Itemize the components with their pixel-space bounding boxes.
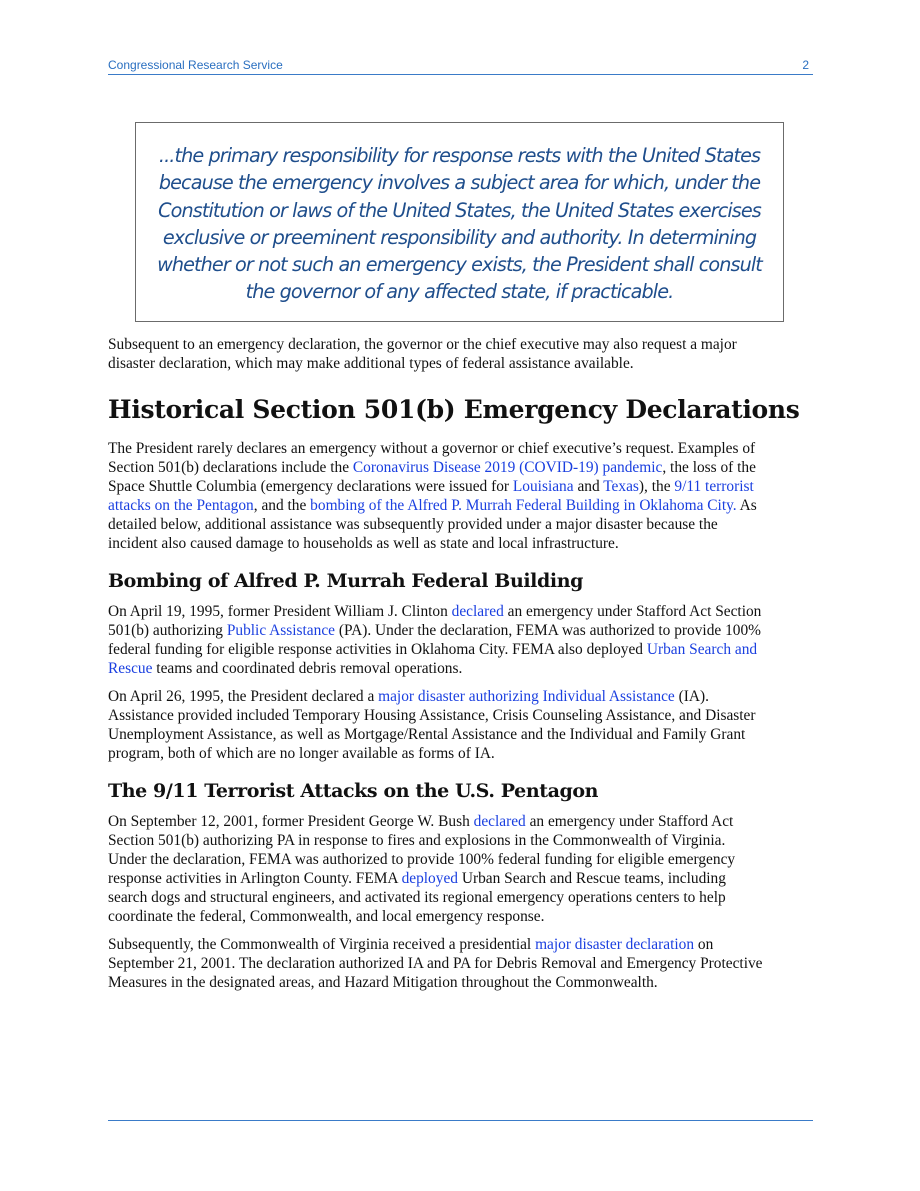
text-run: On April 19, 1995, former President William J. Clinton xyxy=(108,603,452,620)
section-heading-bombing: Bombing of Alfred P. Murrah Federal Building xyxy=(108,570,583,592)
text-line xyxy=(108,687,814,706)
header-title: Congressional Research Service xyxy=(108,58,283,72)
text-run: On April 26, 1995, the President declared a xyxy=(108,688,379,705)
text-run: federal funding for eligible response activities in Oklahoma City. FEMA also deployed xyxy=(108,641,647,658)
text-run: response activities in Arlington County. FEMA xyxy=(108,870,402,887)
bombing-paragraph-2 xyxy=(108,687,814,763)
link-major-disaster-declaration[interactable]: major disaster declaration xyxy=(535,936,695,953)
quote-line: whether or not such an emergency exists, the President shall consult xyxy=(157,253,762,277)
quote-text xyxy=(136,142,783,306)
text-run: and xyxy=(573,478,604,495)
text-line: The President rarely declares an emergency without a governor or chief executive’s request. Examples of xyxy=(108,440,756,457)
link-deployed[interactable]: deployed xyxy=(401,870,458,887)
text-line xyxy=(108,659,814,678)
page-header xyxy=(108,58,813,75)
text-line: Measures in the designated areas, and Hazard Mitigation throughout the Commonwealth. xyxy=(108,974,658,991)
text-run: an emergency under Stafford Act xyxy=(525,813,734,830)
link-911-attacks-cont[interactable]: attacks on the Pentagon xyxy=(108,497,254,514)
text-line: coordinate the federal, Commonwealth, and local emergency response. xyxy=(108,908,545,925)
link-declared-2001[interactable]: declared xyxy=(473,813,526,830)
link-urban-search-rescue-cont[interactable]: Rescue xyxy=(108,660,153,677)
quote-line: Constitution or laws of the United States, the United States exercises xyxy=(158,198,761,222)
text-line: disaster declaration, which may make additional types of federal assistance available. xyxy=(108,355,634,372)
quote-line: because the emergency involves a subject area for which, under the xyxy=(158,171,761,195)
text-line xyxy=(108,935,814,954)
text-line xyxy=(108,621,814,640)
footer-rule xyxy=(108,1120,813,1121)
text-line: Section 501(b) authorizing PA in response to fires and explosions in the Commonwealth of Virginia. xyxy=(108,832,726,849)
text-run: On September 12, 2001, former President George W. Bush xyxy=(108,813,474,830)
text-line: Under the declaration, FEMA was authorized to provide 100% federal funding for eligible emergency xyxy=(108,851,736,868)
link-911-attacks[interactable]: 9/11 terrorist xyxy=(674,478,754,495)
text-line xyxy=(108,602,814,621)
text-run: (IA). xyxy=(674,688,709,705)
text-line: search dogs and structural engineers, and activated its regional emergency operations centers to help xyxy=(108,889,726,906)
quote-line: the governor of any affected state, if practicable. xyxy=(245,280,674,304)
text-run: Space Shuttle Columbia (emergency declarations were issued for xyxy=(108,478,513,495)
text-run: an emergency under Stafford Act Section xyxy=(503,603,762,620)
text-line: September 21, 2001. The declaration authorized IA and PA for Debris Removal and Emergency Protective xyxy=(108,955,763,972)
text-line: incident also caused damage to households as well as state and local infrastructure. xyxy=(108,535,619,552)
text-run: Section 501(b) declarations include the xyxy=(108,459,353,476)
text-run: teams and coordinated debris removal operations. xyxy=(152,660,463,677)
text-line: program, both of which are no longer available as forms of IA. xyxy=(108,745,495,762)
text-run: , the loss of the xyxy=(662,459,756,476)
link-texas[interactable]: Texas xyxy=(603,478,639,495)
text-line xyxy=(108,458,814,477)
text-line xyxy=(108,640,814,659)
pentagon-paragraph-1 xyxy=(108,812,814,926)
bombing-paragraph-1 xyxy=(108,602,814,678)
text-run: ), the xyxy=(638,478,675,495)
text-run: , and the xyxy=(253,497,311,514)
text-run: (PA). Under the declaration, FEMA was authorized to provide 100% xyxy=(334,622,761,639)
text-line xyxy=(108,869,814,888)
main-content xyxy=(108,335,814,1001)
link-oklahoma-bombing[interactable]: bombing of the Alfred P. Murrah Federal Building in Oklahoma City. xyxy=(310,497,737,514)
quote-box xyxy=(135,122,784,322)
text-line: Unemployment Assistance, as well as Mortgage/Rental Assistance and the Individual and Family Grant xyxy=(108,726,746,743)
link-covid-pandemic[interactable]: Coronavirus Disease 2019 (COVID-19) pandemic xyxy=(352,459,663,476)
text-run: Subsequently, the Commonwealth of Virginia received a presidential xyxy=(108,936,536,953)
intro-paragraph xyxy=(108,335,814,373)
text-line: Subsequent to an emergency declaration, the governor or the chief executive may also request a major xyxy=(108,336,737,353)
quote-line: exclusive or preeminent responsibility and authority. In determining xyxy=(162,225,757,249)
link-major-disaster-ia[interactable]: major disaster authorizing Individual Assistance xyxy=(378,688,675,705)
text-line xyxy=(108,812,814,831)
text-run: on xyxy=(694,936,714,953)
quote-line: ...the primary responsibility for response rests with the United States xyxy=(158,144,761,167)
link-declared-1995[interactable]: declared xyxy=(451,603,504,620)
historical-paragraph xyxy=(108,439,814,553)
section-heading-pentagon: The 9/11 Terrorist Attacks on the U.S. Pentagon xyxy=(108,780,599,802)
text-line: Assistance provided included Temporary Housing Assistance, Crisis Counseling Assistance, and Disaster xyxy=(108,707,756,724)
pentagon-paragraph-2 xyxy=(108,935,814,992)
text-run: As xyxy=(736,497,757,514)
text-line xyxy=(108,496,814,515)
text-line: detailed below, additional assistance was subsequently provided under a major disaster because the xyxy=(108,516,718,533)
link-louisiana[interactable]: Louisiana xyxy=(512,478,574,495)
text-line xyxy=(108,477,814,496)
link-urban-search-rescue[interactable]: Urban Search and xyxy=(646,641,758,658)
section-heading-historical: Historical Section 501(b) Emergency Declarations xyxy=(108,395,800,424)
text-run: 501(b) authorizing xyxy=(108,622,227,639)
text-run: Urban Search and Rescue teams, including xyxy=(457,870,726,887)
page-number: 2 xyxy=(802,58,809,72)
link-public-assistance[interactable]: Public Assistance xyxy=(226,622,335,639)
